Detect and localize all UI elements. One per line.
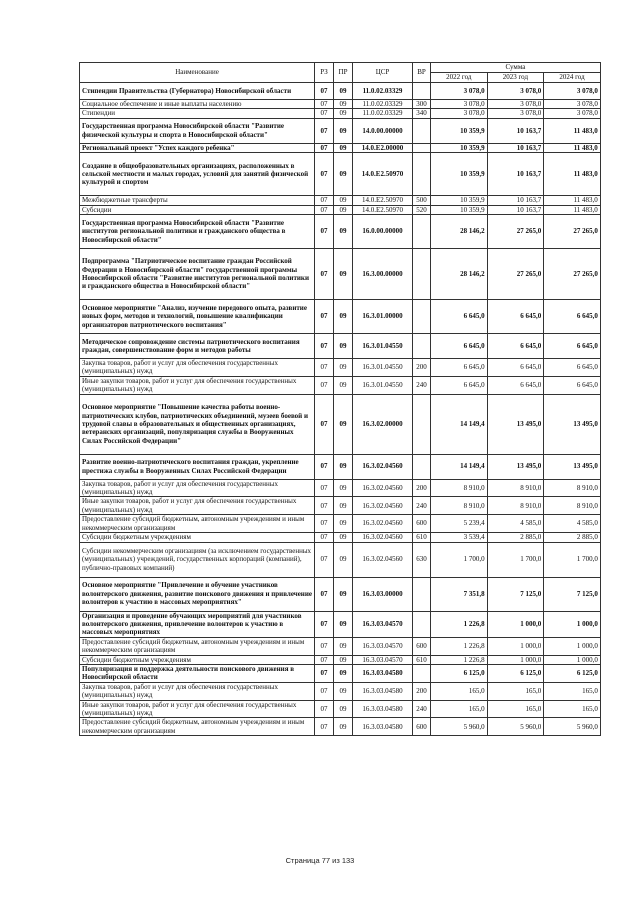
row-amount-2022: 10 359,9 (431, 143, 488, 152)
row-csr: 16.3.00.00000 (353, 249, 413, 300)
table-row (80, 359, 601, 377)
row-pr: 09 (334, 215, 353, 249)
row-name: Закупка товаров, работ и услуг для обеспечения государственных (муниципальных) нужд (80, 682, 315, 700)
table-row (80, 300, 601, 334)
row-csr: 16.3.02.00000 (353, 394, 413, 454)
row-amount-2024: 3 078,0 (544, 109, 601, 118)
row-amount-2024: 11 483,0 (544, 205, 601, 214)
row-name: Иные закупки товаров, работ и услуг для обеспечения государственных (муниципальных) нужд (80, 376, 315, 394)
table-body (80, 83, 601, 736)
row-amount-2024: 6 645,0 (544, 300, 601, 334)
row-rz: 07 (315, 577, 334, 611)
row-name: Закупка товаров, работ и услуг для обеспечения государственных (муниципальных) нужд (80, 359, 315, 377)
row-pr: 09 (334, 205, 353, 214)
row-amount-2023: 13 495,0 (487, 394, 544, 454)
table-row (80, 143, 601, 152)
row-csr: 16.3.03.04570 (353, 637, 413, 655)
row-rz: 07 (315, 109, 334, 118)
row-csr: 16.0.00.00000 (353, 215, 413, 249)
row-amount-2024: 27 265,0 (544, 249, 601, 300)
row-name: Предоставление субсидий бюджетным, автономным учреждениям и иным некоммерческим организациям (80, 515, 315, 533)
row-csr: 16.3.03.04580 (353, 664, 413, 682)
row-pr: 09 (334, 479, 353, 497)
row-amount-2022: 6 645,0 (431, 359, 488, 377)
row-pr: 09 (334, 515, 353, 533)
row-pr: 09 (334, 359, 353, 377)
row-vr (413, 454, 431, 479)
row-vr: 630 (413, 542, 431, 577)
row-rz: 07 (315, 118, 334, 143)
row-vr: 600 (413, 515, 431, 533)
row-amount-2024: 11 483,0 (544, 118, 601, 143)
row-vr: 600 (413, 718, 431, 736)
row-name: Предоставление субсидий бюджетным, автономным учреждениям и иным некоммерческим организациям (80, 718, 315, 736)
table-row (80, 577, 601, 611)
table-row (80, 153, 601, 196)
row-amount-2024: 6 645,0 (544, 359, 601, 377)
row-rz: 07 (315, 542, 334, 577)
row-amount-2024: 165,0 (544, 682, 601, 700)
row-vr (413, 153, 431, 196)
row-amount-2023: 8 910,0 (487, 497, 544, 515)
row-amount-2023: 1 000,0 (487, 655, 544, 664)
row-csr: 11.0.02.03329 (353, 109, 413, 118)
row-pr: 09 (334, 718, 353, 736)
row-rz: 07 (315, 718, 334, 736)
header-rz: РЗ (315, 63, 334, 83)
table-row (80, 394, 601, 454)
row-rz: 07 (315, 300, 334, 334)
row-amount-2022: 7 351,8 (431, 577, 488, 611)
row-amount-2023: 10 163,7 (487, 143, 544, 152)
row-amount-2024: 8 910,0 (544, 497, 601, 515)
table-row (80, 700, 601, 718)
row-pr: 09 (334, 376, 353, 394)
row-amount-2023: 1 000,0 (487, 611, 544, 637)
header-csr: ЦСР (353, 63, 413, 83)
row-rz: 07 (315, 394, 334, 454)
row-csr: 16.3.03.04580 (353, 682, 413, 700)
row-amount-2023: 8 910,0 (487, 479, 544, 497)
row-rz: 07 (315, 143, 334, 152)
header-year-2024: 2024 год (544, 73, 601, 83)
row-pr: 09 (334, 118, 353, 143)
table-header (80, 63, 601, 83)
row-rz: 07 (315, 497, 334, 515)
row-name: Стипендии (80, 109, 315, 118)
row-amount-2024: 27 265,0 (544, 215, 601, 249)
row-vr (413, 249, 431, 300)
row-name: Организация и проведение обучающих мероприятий для участников волонтерского движения, привлечение волонтеров к участию в массовых мероприятиях (80, 611, 315, 637)
table-row (80, 376, 601, 394)
row-rz: 07 (315, 515, 334, 533)
row-pr: 09 (334, 109, 353, 118)
row-amount-2022: 3 078,0 (431, 100, 488, 109)
row-pr: 09 (334, 497, 353, 515)
row-pr: 09 (334, 249, 353, 300)
row-csr: 16.3.03.00000 (353, 577, 413, 611)
row-amount-2024: 4 585,0 (544, 515, 601, 533)
row-amount-2022: 6 645,0 (431, 376, 488, 394)
row-pr: 09 (334, 153, 353, 196)
row-rz: 07 (315, 533, 334, 542)
row-name: Предоставление субсидий бюджетным, автономным учреждениям и иным некоммерческим организациям (80, 637, 315, 655)
row-amount-2022: 8 910,0 (431, 479, 488, 497)
row-vr: 340 (413, 109, 431, 118)
row-amount-2022: 3 078,0 (431, 83, 488, 100)
row-vr: 520 (413, 205, 431, 214)
row-amount-2022: 14 149,4 (431, 454, 488, 479)
row-name: Основное мероприятие "Привлечение и обучение участников волонтерского движения, развитие поискового движения и привлечение волонтеров к участию в массовых мероприятиях" (80, 577, 315, 611)
row-csr: 16.3.01.04550 (353, 334, 413, 359)
row-rz: 07 (315, 83, 334, 100)
row-name: Субсидии (80, 205, 315, 214)
row-pr: 09 (334, 655, 353, 664)
row-vr: 200 (413, 682, 431, 700)
row-amount-2024: 11 483,0 (544, 143, 601, 152)
row-csr: 16.3.02.04560 (353, 454, 413, 479)
row-pr: 09 (334, 664, 353, 682)
row-amount-2022: 6 125,0 (431, 664, 488, 682)
row-rz: 07 (315, 376, 334, 394)
row-name: Межбюджетные трансферты (80, 196, 315, 205)
row-vr: 200 (413, 479, 431, 497)
row-name: Субсидии некоммерческим организациям (за исключением государственных (муниципальных) учреждений, государственных корпораций (компаний), публично-правовых компаний) (80, 542, 315, 577)
row-amount-2023: 6 645,0 (487, 300, 544, 334)
row-rz: 07 (315, 359, 334, 377)
row-amount-2024: 3 078,0 (544, 83, 601, 100)
row-csr: 14.0.00.00000 (353, 118, 413, 143)
row-amount-2024: 11 483,0 (544, 153, 601, 196)
row-vr: 240 (413, 376, 431, 394)
row-vr: 240 (413, 497, 431, 515)
row-amount-2023: 165,0 (487, 700, 544, 718)
row-amount-2024: 13 495,0 (544, 394, 601, 454)
row-name: Региональный проект "Успех каждого ребенка" (80, 143, 315, 152)
row-amount-2024: 8 910,0 (544, 479, 601, 497)
row-amount-2023: 1 000,0 (487, 637, 544, 655)
table-row (80, 83, 601, 100)
row-vr: 500 (413, 196, 431, 205)
row-amount-2022: 1 226,8 (431, 637, 488, 655)
row-amount-2024: 7 125,0 (544, 577, 601, 611)
row-csr: 14.0.E2.50970 (353, 153, 413, 196)
row-name: Государственная программа Новосибирской области "Развитие институтов региональной политики и гражданского общества в Новосибирской области" (80, 215, 315, 249)
row-csr: 16.3.02.04560 (353, 479, 413, 497)
row-vr (413, 118, 431, 143)
row-name: Методическое сопровождение системы патриотического воспитания граждан, совершенствование форм и методов работы (80, 334, 315, 359)
table-row (80, 611, 601, 637)
row-amount-2024: 1 000,0 (544, 611, 601, 637)
row-amount-2022: 3 539,4 (431, 533, 488, 542)
row-pr: 09 (334, 682, 353, 700)
row-csr: 16.3.02.04560 (353, 515, 413, 533)
row-amount-2023: 6 125,0 (487, 664, 544, 682)
row-amount-2024: 5 960,0 (544, 718, 601, 736)
row-amount-2022: 10 359,9 (431, 196, 488, 205)
row-amount-2023: 3 078,0 (487, 83, 544, 100)
row-vr: 300 (413, 100, 431, 109)
row-amount-2024: 13 495,0 (544, 454, 601, 479)
row-amount-2022: 28 146,2 (431, 215, 488, 249)
budget-table (79, 62, 601, 736)
row-pr: 09 (334, 611, 353, 637)
row-amount-2023: 6 645,0 (487, 359, 544, 377)
row-amount-2024: 2 885,0 (544, 533, 601, 542)
table-row (80, 637, 601, 655)
table-row (80, 249, 601, 300)
header-sum: Сумма (431, 63, 601, 73)
row-pr: 09 (334, 637, 353, 655)
row-amount-2022: 10 359,9 (431, 153, 488, 196)
row-pr: 09 (334, 334, 353, 359)
row-amount-2023: 13 495,0 (487, 454, 544, 479)
header-vr: ВР (413, 63, 431, 83)
row-rz: 07 (315, 682, 334, 700)
row-amount-2023: 10 163,7 (487, 196, 544, 205)
row-name: Подпрограмма "Патриотическое воспитание граждан Российской Федерации в Новосибирской области" государственной программы Новосибирской области "Развитие институтов региональной политики и гражданского общества в Новосибирской области" (80, 249, 315, 300)
row-name: Развитие военно-патриотического воспитания граждан, укрепление престижа службы в Вооруженных Силах Российской Федерации (80, 454, 315, 479)
row-rz: 07 (315, 249, 334, 300)
row-rz: 07 (315, 205, 334, 214)
row-amount-2022: 10 359,9 (431, 205, 488, 214)
row-amount-2024: 6 645,0 (544, 376, 601, 394)
row-pr: 09 (334, 394, 353, 454)
row-vr: 600 (413, 637, 431, 655)
row-amount-2022: 1 700,0 (431, 542, 488, 577)
row-vr (413, 143, 431, 152)
table-row (80, 718, 601, 736)
page-number: Страница 77 из 133 (285, 856, 355, 865)
row-rz: 07 (315, 664, 334, 682)
row-csr: 14.0.E2.50970 (353, 196, 413, 205)
row-amount-2022: 6 645,0 (431, 334, 488, 359)
row-rz: 07 (315, 479, 334, 497)
row-amount-2024: 1 700,0 (544, 542, 601, 577)
row-rz: 07 (315, 100, 334, 109)
row-vr (413, 334, 431, 359)
row-amount-2023: 5 960,0 (487, 718, 544, 736)
row-amount-2022: 3 078,0 (431, 109, 488, 118)
table-row (80, 118, 601, 143)
row-pr: 09 (334, 100, 353, 109)
row-csr: 16.3.03.04570 (353, 611, 413, 637)
row-amount-2023: 3 078,0 (487, 100, 544, 109)
row-amount-2024: 6 125,0 (544, 664, 601, 682)
table-row (80, 454, 601, 479)
header-year-2023: 2023 год (487, 73, 544, 83)
row-vr (413, 577, 431, 611)
row-rz: 07 (315, 700, 334, 718)
row-csr: 16.3.02.04560 (353, 542, 413, 577)
row-rz: 07 (315, 153, 334, 196)
row-pr: 09 (334, 196, 353, 205)
row-vr (413, 300, 431, 334)
row-amount-2022: 5 960,0 (431, 718, 488, 736)
row-amount-2023: 6 645,0 (487, 376, 544, 394)
row-pr: 09 (334, 700, 353, 718)
row-amount-2024: 1 000,0 (544, 637, 601, 655)
row-name: Закупка товаров, работ и услуг для обеспечения государственных (муниципальных) нужд (80, 479, 315, 497)
row-amount-2022: 8 910,0 (431, 497, 488, 515)
row-vr (413, 394, 431, 454)
row-name: Создание в общеобразовательных организациях, расположенных в сельской местности и малых городах, условий для занятий физической культурой и спортом (80, 153, 315, 196)
row-rz: 07 (315, 454, 334, 479)
row-amount-2024: 6 645,0 (544, 334, 601, 359)
header-pr: ПР (334, 63, 353, 83)
row-amount-2024: 165,0 (544, 700, 601, 718)
row-amount-2023: 27 265,0 (487, 215, 544, 249)
row-rz: 07 (315, 196, 334, 205)
row-csr: 16.3.03.04580 (353, 700, 413, 718)
row-name: Субсидии бюджетным учреждениям (80, 533, 315, 542)
table-row (80, 196, 601, 205)
row-name: Популяризация и поддержка деятельности поискового движения в Новосибирской области (80, 664, 315, 682)
row-pr: 09 (334, 300, 353, 334)
table-row (80, 479, 601, 497)
row-csr: 14.0.E2.50970 (353, 205, 413, 214)
row-amount-2023: 6 645,0 (487, 334, 544, 359)
row-rz: 07 (315, 655, 334, 664)
row-name: Иные закупки товаров, работ и услуг для обеспечения государственных (муниципальных) нужд (80, 700, 315, 718)
row-name: Иные закупки товаров, работ и услуг для обеспечения государственных (муниципальных) нужд (80, 497, 315, 515)
row-amount-2023: 10 163,7 (487, 153, 544, 196)
row-pr: 09 (334, 143, 353, 152)
row-amount-2022: 6 645,0 (431, 300, 488, 334)
row-csr: 16.3.02.04560 (353, 533, 413, 542)
row-rz: 07 (315, 334, 334, 359)
row-amount-2022: 10 359,9 (431, 118, 488, 143)
row-pr: 09 (334, 533, 353, 542)
table-row (80, 205, 601, 214)
row-amount-2023: 3 078,0 (487, 109, 544, 118)
row-rz: 07 (315, 637, 334, 655)
row-vr (413, 83, 431, 100)
row-amount-2023: 1 700,0 (487, 542, 544, 577)
row-csr: 16.3.03.04580 (353, 718, 413, 736)
table-row (80, 334, 601, 359)
row-amount-2022: 1 226,8 (431, 611, 488, 637)
row-name: Стипендии Правительства (Губернатора) Новосибирской области (80, 83, 315, 100)
row-amount-2022: 14 149,4 (431, 394, 488, 454)
row-vr: 610 (413, 533, 431, 542)
row-rz: 07 (315, 215, 334, 249)
row-vr: 240 (413, 700, 431, 718)
row-name: Основное мероприятие "Анализ, изучение передового опыта, развитие новых форм, методов и технологий, повышение квалификации организаторов патриотического воспитания" (80, 300, 315, 334)
row-amount-2023: 7 125,0 (487, 577, 544, 611)
row-amount-2024: 3 078,0 (544, 100, 601, 109)
table-row (80, 542, 601, 577)
row-name: Субсидии бюджетным учреждениям (80, 655, 315, 664)
row-pr: 09 (334, 83, 353, 100)
row-amount-2023: 4 585,0 (487, 515, 544, 533)
row-amount-2023: 165,0 (487, 682, 544, 700)
row-amount-2022: 165,0 (431, 700, 488, 718)
table-row (80, 655, 601, 664)
row-csr: 16.3.01.04550 (353, 376, 413, 394)
table-row (80, 109, 601, 118)
row-csr: 16.3.01.00000 (353, 300, 413, 334)
row-vr: 200 (413, 359, 431, 377)
table-row (80, 533, 601, 542)
row-pr: 09 (334, 577, 353, 611)
row-vr (413, 215, 431, 249)
row-amount-2022: 5 239,4 (431, 515, 488, 533)
row-amount-2022: 1 226,8 (431, 655, 488, 664)
row-name: Основное мероприятие "Повышение качества работы военно-патриотических клубов, патриотических объединений, музеев боевой и трудовой славы в образовательных и общественных организациях, ветеранских организаций, популяризация службы в Вооруженных Силах Российской Федерации" (80, 394, 315, 454)
row-csr: 16.3.03.04570 (353, 655, 413, 664)
header-name: Наименование (80, 63, 315, 83)
row-amount-2023: 2 885,0 (487, 533, 544, 542)
row-amount-2023: 10 163,7 (487, 205, 544, 214)
table-row (80, 682, 601, 700)
table-row (80, 664, 601, 682)
row-pr: 09 (334, 542, 353, 577)
header-year-2022: 2022 год (431, 73, 488, 83)
row-amount-2022: 28 146,2 (431, 249, 488, 300)
row-amount-2024: 1 000,0 (544, 655, 601, 664)
row-vr (413, 664, 431, 682)
row-vr (413, 611, 431, 637)
row-amount-2022: 165,0 (431, 682, 488, 700)
row-amount-2023: 10 163,7 (487, 118, 544, 143)
row-name: Социальное обеспечение и иные выплаты населению (80, 100, 315, 109)
row-csr: 11.0.02.03329 (353, 83, 413, 100)
row-csr: 16.3.02.04560 (353, 497, 413, 515)
row-amount-2024: 11 483,0 (544, 196, 601, 205)
table-row (80, 515, 601, 533)
row-amount-2023: 27 265,0 (487, 249, 544, 300)
row-csr: 14.0.E2.00000 (353, 143, 413, 152)
row-csr: 11.0.02.03329 (353, 100, 413, 109)
row-rz: 07 (315, 611, 334, 637)
row-csr: 16.3.01.04550 (353, 359, 413, 377)
row-name: Государственная программа Новосибирской области "Развитие физической культуры и спорта в Новосибирской области" (80, 118, 315, 143)
row-vr: 610 (413, 655, 431, 664)
table-row (80, 497, 601, 515)
table-row (80, 100, 601, 109)
table-row (80, 215, 601, 249)
row-pr: 09 (334, 454, 353, 479)
